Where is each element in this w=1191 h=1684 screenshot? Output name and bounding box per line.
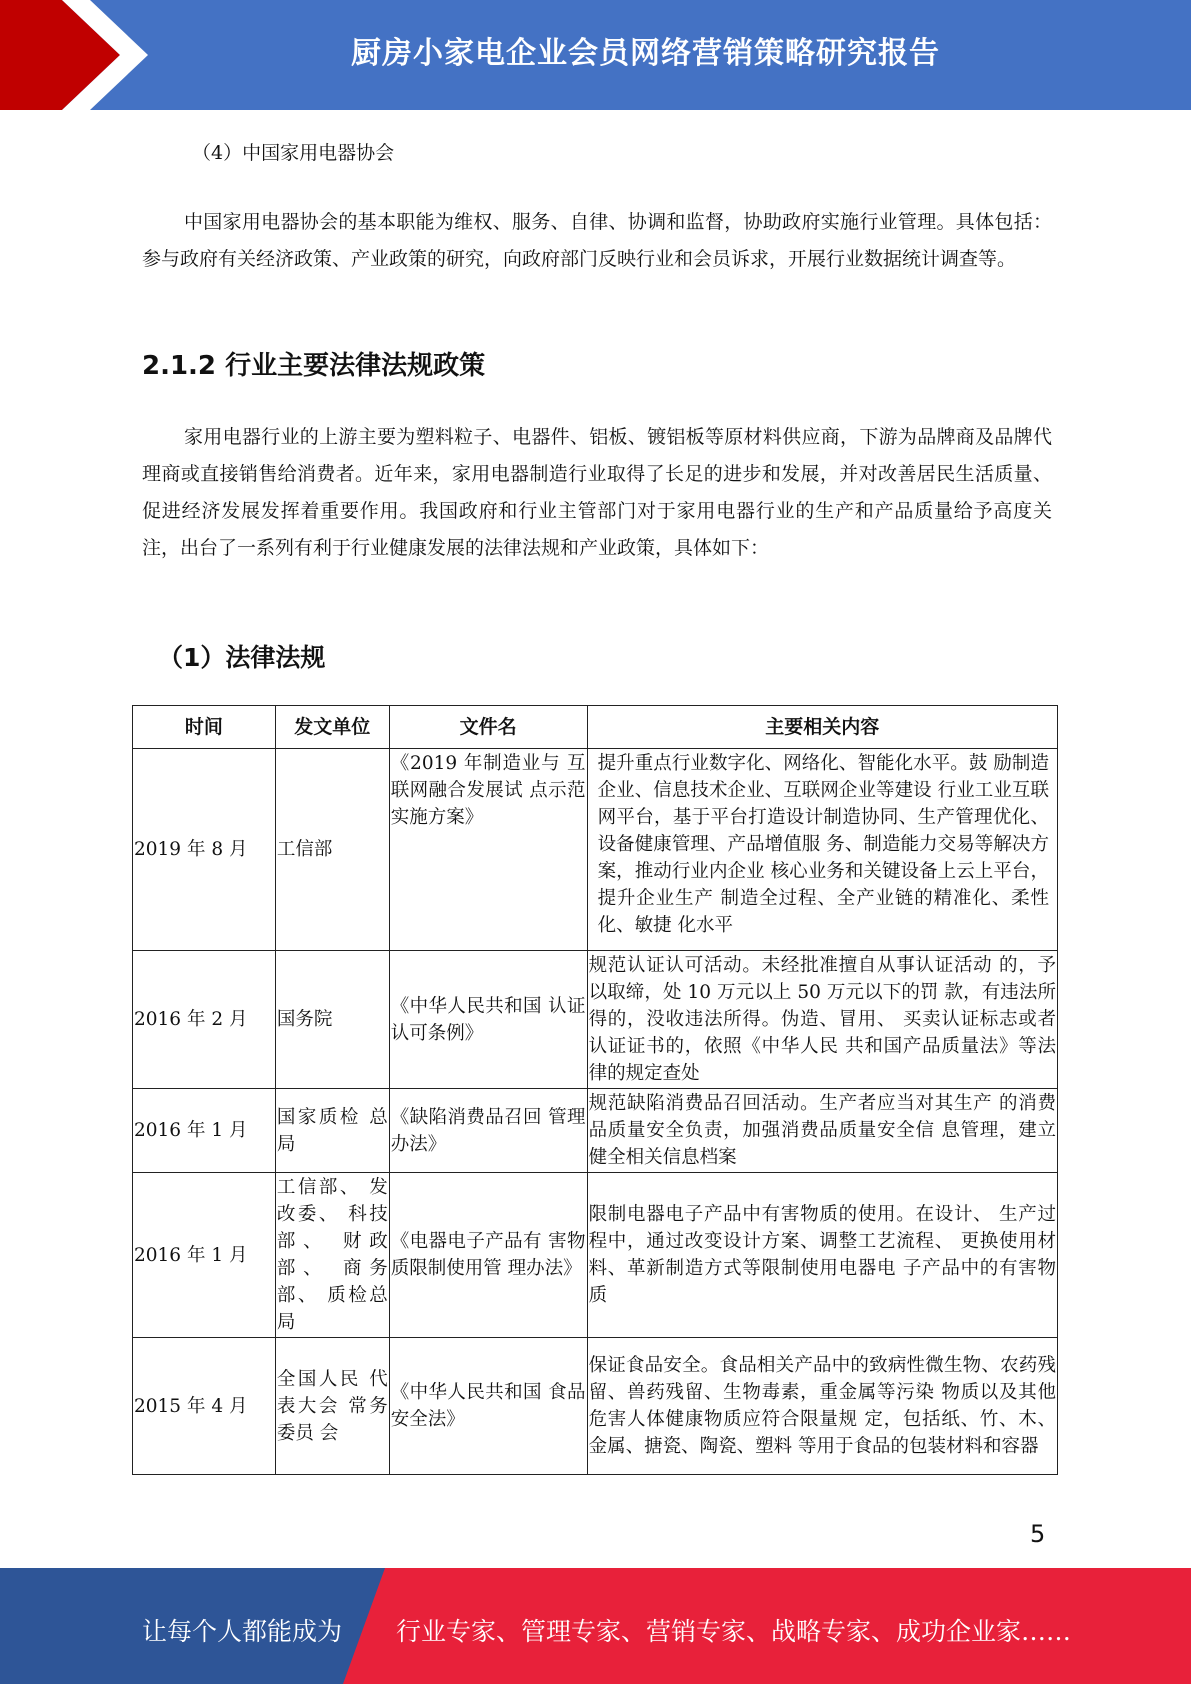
footer-slogan-right: 行业专家、管理专家、营销专家、战略专家、成功企业家…… — [396, 1617, 1072, 1646]
table-row — [133, 749, 1058, 951]
table-row — [133, 1173, 1058, 1338]
association-paragraph: 中国家用电器协会的基本职能为维权、服务、自律、协调和监督，协助政府实施行业管理。具体包括：参与政府有关经济政策、产业政策的研究，向政府部门反映行业和会员诉求，开展行业数据统计调查等。 — [142, 211, 1052, 270]
table-header-issuer: 发文单位 — [275, 706, 389, 749]
cell-issuer: 国务院 — [275, 951, 389, 1089]
cell-content: 保证食品安全。食品相关产品中的致病性微生物、农药残留、兽药残留、生物毒素，重金属等污染 物质以及其他危害人体健康物质应符合限量规 定，包括纸、竹、木、金属、搪瓷、陶瓷、塑料 等用于食品的包装材料和容器 — [587, 1338, 1057, 1475]
table-row — [133, 951, 1058, 1089]
laws-table — [132, 705, 1058, 1475]
cell-content: 规范缺陷消费品召回活动。生产者应当对其生产 的消费品质量安全负责，加强消费品质量安全信 息管理，建立健全相关信息档案 — [587, 1089, 1057, 1173]
cell-issuer: 全国人民 代表大会 常务委员 会 — [275, 1338, 389, 1475]
cell-document: 《中华人民共和国 认证认可条例》 — [389, 951, 587, 1089]
table-header-row — [133, 706, 1058, 749]
cell-issuer: 工信部、 发改委、 科技部、 财政部、 商务部、 质检总局 — [275, 1173, 389, 1338]
association-subheading: （4）中国家用电器协会 — [192, 142, 395, 164]
page-header — [0, 0, 1191, 110]
report-title: 厨房小家电企业会员网络营销策略研究报告 — [351, 36, 940, 71]
cell-content: 规范认证认可活动。未经批准擅自从事认证活动 的，予以取缔，处 10 万元以上 50 万元以下的罚 款，有违法所得的，没收违法所得。伪造、冒用、 买卖认证标志或者认证证书的，依照《中华人民 共和国产品质量法》等法律的规定查处 — [587, 951, 1057, 1089]
table-row — [133, 1338, 1058, 1475]
cell-document: 《缺陷消费品召回 管理办法》 — [389, 1089, 587, 1173]
laws-subheading: （1）法律法规 — [158, 643, 326, 672]
cell-issuer: 国家质检 总局 — [275, 1089, 389, 1173]
cell-content: 提升重点行业数字化、网络化、智能化水平。鼓 励制造企业、信息技术企业、互联网企业等建设 行业工业互联网平台，基于平台打造设计制造协同、生产管理优化、设备健康管理、产品增值服 务、制造能力交易等解决方案，推动行业内企业 核心业务和关键设备上云上平台，提升企业生产 制造全过程、全产业链的精准化、柔性化、敏捷 化水平 — [587, 749, 1057, 951]
footer-slogan-left: 让每个人都能成为 — [142, 1617, 343, 1646]
cell-date: 2015 年 4 月 — [133, 1338, 276, 1475]
cell-document: 《2019 年制造业与 互联网融合发展试 点示范实施方案》 — [389, 749, 587, 951]
cell-date: 2016 年 1 月 — [133, 1089, 276, 1173]
table-header-content: 主要相关内容 — [587, 706, 1057, 749]
industry-paragraph: 家用电器行业的上游主要为塑料粒子、电器件、铝板、镀铝板等原材料供应商，下游为品牌商及品牌代理商或直接销售给消费者。近年来，家用电器制造行业取得了长足的进步和发展，并对改善居民生活质量、促进经济发展发挥着重要作用。我国政府和行业主管部门对于家用电器行业的生产和产品质量给予高度关注，出台了一系列有利于行业健康发展的法律法规和产业政策，具体如下： — [142, 426, 1052, 559]
table-header-document: 文件名 — [389, 706, 587, 749]
section-heading: 2.1.2 行业主要法律法规政策 — [142, 351, 486, 381]
cell-document: 《中华人民共和国 食品安全法》 — [389, 1338, 587, 1475]
cell-date: 2016 年 1 月 — [133, 1173, 276, 1338]
cell-content: 限制电器电子产品中有害物质的使用。在设计、 生产过程中，通过改变设计方案、调整工艺流程、 更换使用材料、革新制造方式等限制使用电器电 子产品中的有害物质 — [587, 1173, 1057, 1338]
page-number: 5 — [1030, 1520, 1046, 1548]
table-row — [133, 1089, 1058, 1173]
header-chevron-decoration — [0, 0, 160, 110]
page-footer — [0, 1568, 1191, 1684]
table-header-date: 时间 — [133, 706, 276, 749]
cell-issuer: 工信部 — [275, 749, 389, 951]
cell-date: 2016 年 2 月 — [133, 951, 276, 1089]
cell-date: 2019 年 8 月 — [133, 749, 276, 951]
cell-document: 《电器电子产品有 害物质限制使用管 理办法》 — [389, 1173, 587, 1338]
